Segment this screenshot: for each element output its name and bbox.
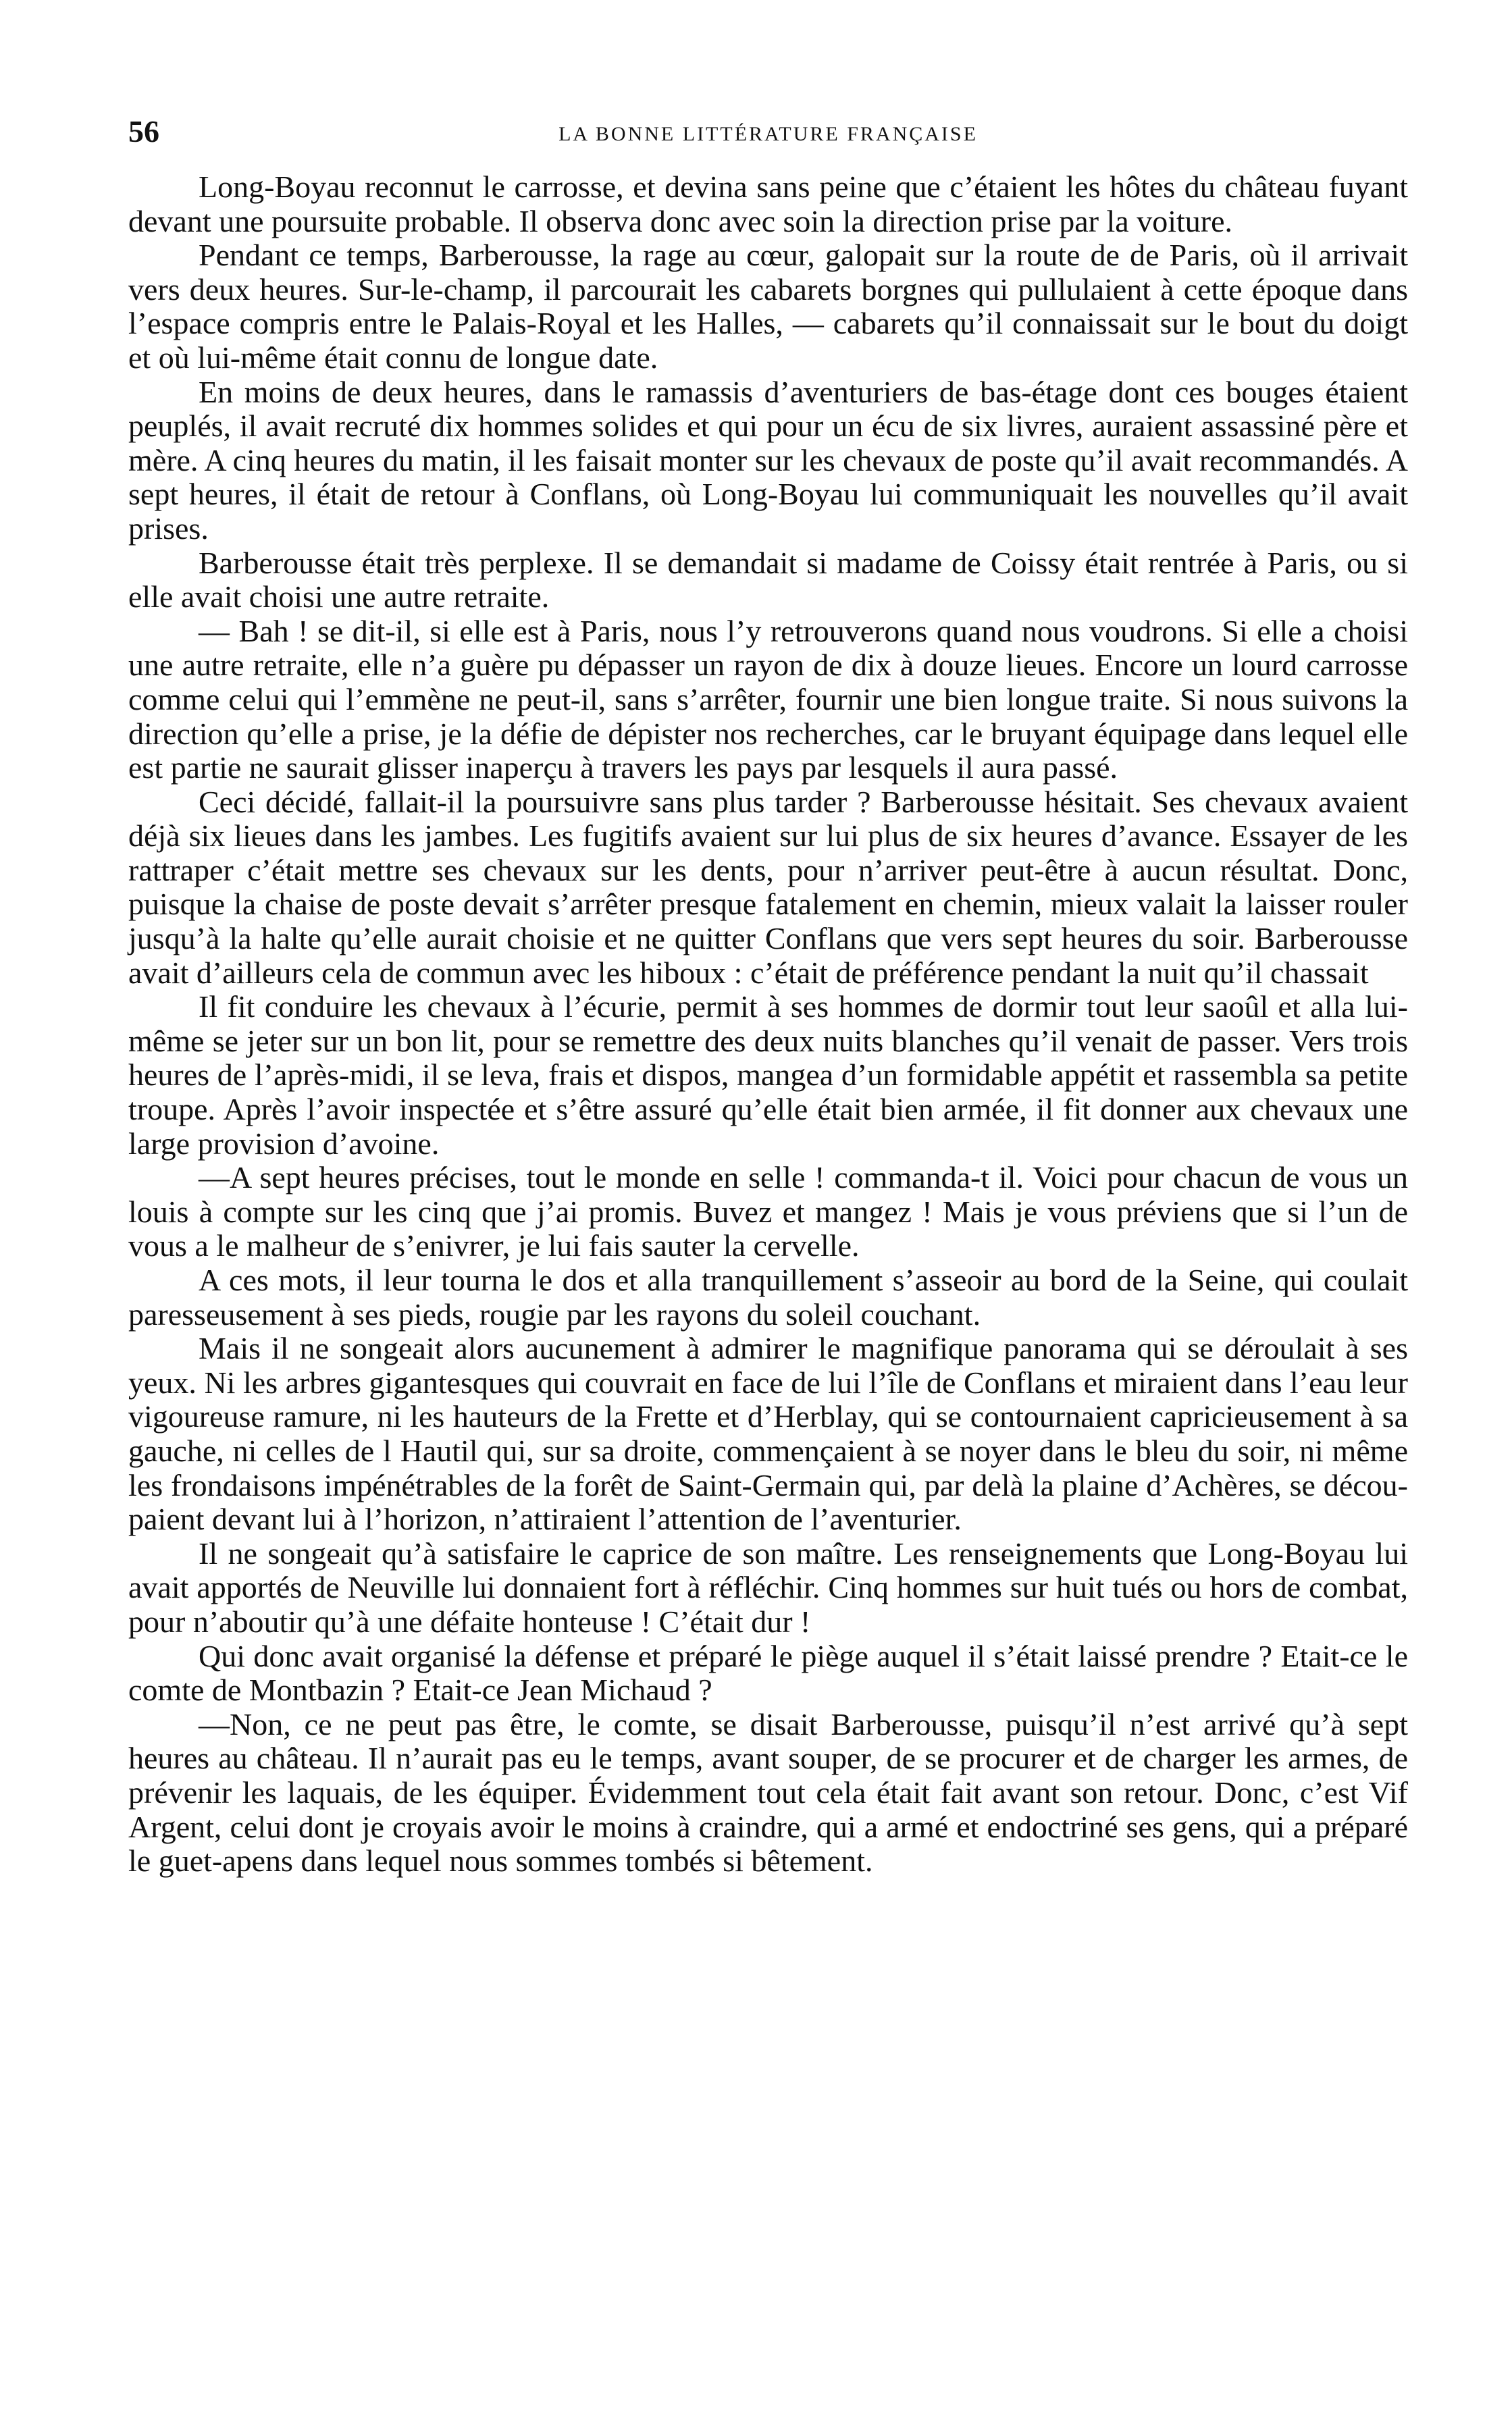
paragraph-11: Il ne songeait qu’à satisfaire le caprice de son maître. Les renseignements que Long-Boyau lui avait apportés de Neuville lui donnaient fort à réfléchir. Cinq hommes sur huit tués ou hors de combat, pour n’aboutir qu’à une défaite honteuse ! C’était dur ! bbox=[128, 1536, 1408, 1639]
paragraph-5: — Bah ! se dit-il, si elle est à Paris, nous l’y retrouverons quand nous voudrons. Si elle a choisi une autre retraite, elle n’a guère pu dépasser un rayon de dix à douze lieues. Encore un lourd carrosse comme celui qui l’emmène ne peut-il, sans s’arrêter, fournir une bien longue traite. Si nous suivons la direction qu’elle a prise, je la défie de dépister nos recherches, car le bruyant équipage dans lequel elle est partie ne saurait glisser inaperçu à travers les pays par lesquels il aura passé. bbox=[128, 613, 1408, 785]
paragraph-10: Mais il ne songeait alors aucunement à admirer le magnifique panorama qui se déroulait à ses yeux. Ni les arbres gigantesques qui couvrait en face de lui l’île de Conflans et miraient dans l’eau leur vigoureuse ramure, ni les hauteurs de la Frette et d’Herblay, qui se contournaient capricieusement à sa gauche, ni celles de l Hautil qui, sur sa droite, commençaient à se noyer dans le bleu du soir, ni même les frondaisons impénétrables de la forêt de Saint-Germain qui, par delà la plaine d’Achères, se découpaient devant lui à l’horizon, n’attiraient l’attention de l’aventurier. bbox=[128, 1331, 1408, 1537]
paragraph-6: Ceci décidé, fallait-il la poursuivre sans plus tarder ? Barberousse hésitait. Ses chevaux avaient déjà six lieues dans les jambes. Les fugitifs avaient sur lui plus de six heures d’avance. Essayer de les rattraper c’était mettre ses chevaux sur les dents, pour n’arriver peut-être à aucun résultat. Donc, puisque la chaise de poste devait s’arrêter presque fatalement en chemin, mieux valait la laisser rouler jusqu’à la halte qu’elle aurait choisie et ne quitter Conflans que vers sept heures du soir. Barberousse avait d’ailleurs cela de commun avec les hiboux : c’était de préférence pendant la nuit qu’il chassait bbox=[128, 784, 1408, 990]
paragraph-2: Pendant ce temps, Barberousse, la rage au cœur, galopait sur la route de de Paris, où il arrivait vers deux heures. Sur-le-champ, il parcourait les cabarets borgnes qui pullulaient à cette époque dans l’espace compris entre le Palais-Royal et les Halles, — cabarets qu’il connaissait sur le bout du doigt et où lui-même était connu de longue date. bbox=[128, 238, 1408, 375]
paragraph-13: —Non, ce ne peut pas être, le comte, se disait Barberousse, puisqu’il n’est arrivé qu’à sept heures au château. Il n’aurait pas eu le temps, avant souper, de se procurer et de charger les armes, de prévenir les laquais, de les équiper. Évidemment tout cela était fait avant son retour. Donc, c’est Vif Argent, celui dont je croyais avoir le moins à craindre, qui a armé et endoctriné ses gens, qui a préparé le guet-apens dans lequel nous sommes tombés si bêtement. bbox=[128, 1706, 1408, 1879]
body-text bbox=[128, 170, 1408, 1879]
paragraph-1: Long-Boyau reconnut le carrosse, et devina sans peine que c’étaient les hôtes du château fuyant devant une poursuite probable. Il observa donc avec soin la direction prise par la voiture. bbox=[128, 169, 1408, 238]
paragraph-7: Il fit conduire les chevaux à l’écurie, permit à ses hommes de dormir tout leur saoûl et alla lui-même se jeter sur un bon lit, pour se remettre des deux nuits blanches qu’il venait de passer. Vers trois heures de l’après-midi, il se leva, frais et dispos, mangea d’un formidable appétit et rassembla sa petite troupe. Après l’avoir inspectée et s’être assuré qu’elle était bien armée, il fit donner aux chevaux une large provision d’avoine. bbox=[128, 989, 1408, 1161]
page-header bbox=[128, 101, 1408, 155]
paragraph-3: En moins de deux heures, dans le ramassis d’aventuriers de bas-étage dont ces bouges étaient peuplés, il avait recruté dix hommes solides et qui pour un écu de six livres, auraient assassiné père et mère. A cinq heures du matin, il les faisait monter sur les chevaux de poste qu’il avait recommandés. A sept heures, il était de retour à Conflans, où Long-Boyau lui communiquait les nouvelles qu’il avait prises. bbox=[128, 374, 1408, 546]
running-title: LA BONNE LITTÉRATURE FRANÇAISE bbox=[558, 123, 978, 145]
paragraph-8: —A sept heures précises, tout le monde en selle ! commanda-t il. Voici pour chacun de vous un louis à compte sur les cinq que j’ai promis. Buvez et mangez ! Mais je vous préviens que si l’un de vous a le malheur de s’enivrer, je lui fais sauter la cervelle. bbox=[128, 1160, 1408, 1263]
page-number: 56 bbox=[128, 114, 159, 149]
paragraph-4: Barberousse était très perplexe. Il se demandait si madame de Coissy était rentrée à Paris, ou si elle avait choisi une autre retraite. bbox=[128, 545, 1408, 614]
book-page bbox=[128, 101, 1408, 1879]
paragraph-9: A ces mots, il leur tourna le dos et alla tranquillement s’asseoir au bord de la Seine, qui coulait paresseusement à ses pieds, rougie par les rayons du soleil couchant. bbox=[128, 1263, 1408, 1332]
paragraph-12: Qui donc avait organisé la défense et préparé le piège auquel il s’était laissé prendre ? Etait-ce le comte de Montbazin ? Etait-ce Jean Michaud ? bbox=[128, 1638, 1408, 1708]
